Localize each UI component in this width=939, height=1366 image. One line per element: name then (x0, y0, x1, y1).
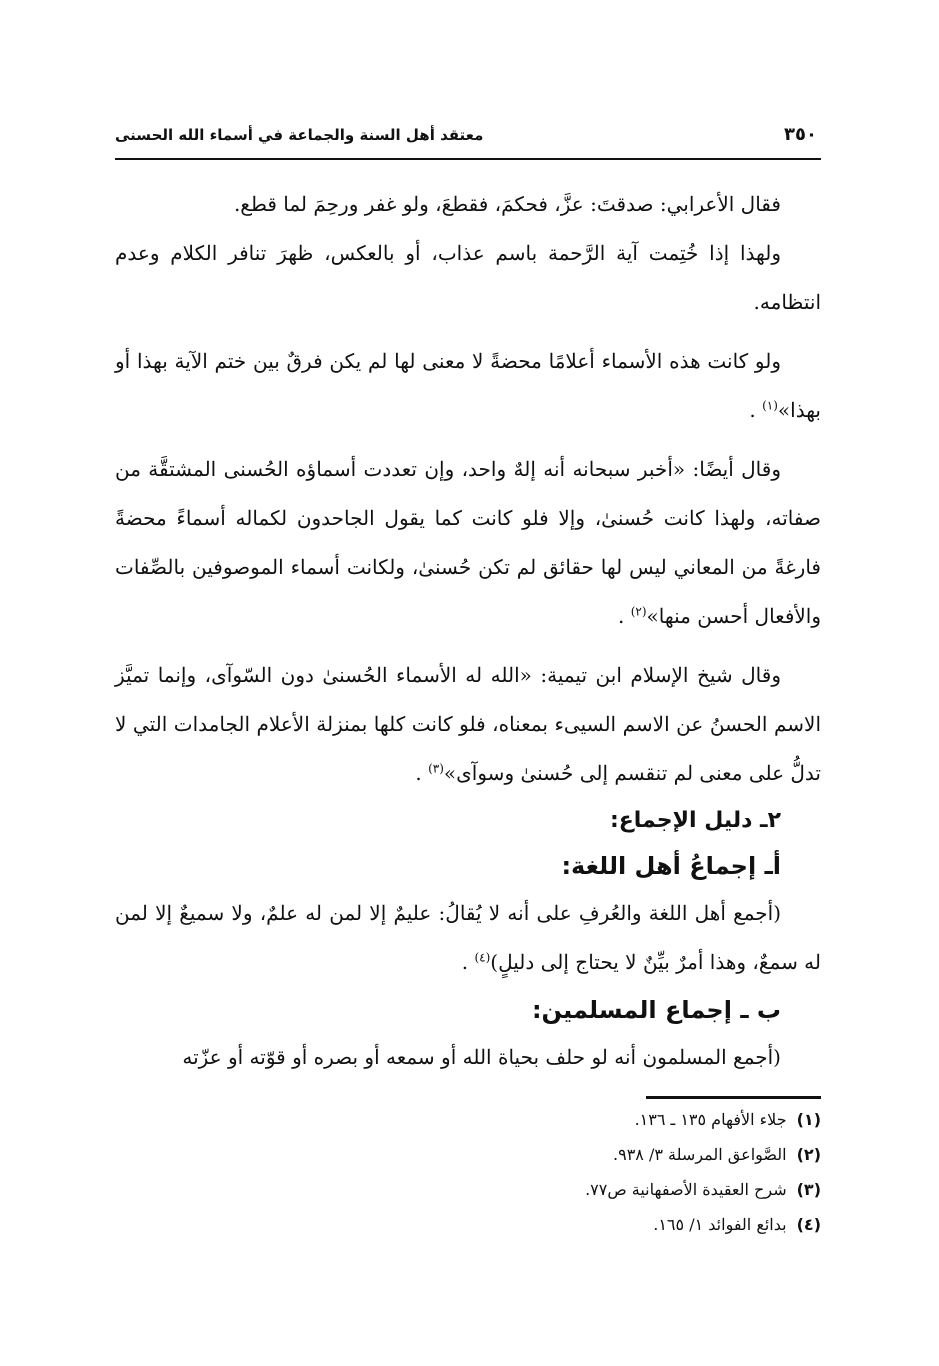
footnote-number: (٤) (796, 1215, 821, 1234)
footnote-text: شرح العقيدة الأصفهانية ص٧٧. (585, 1180, 787, 1199)
paragraph-2: ولهذا إذا خُتِمت آية الرَّحمة باسم عذاب، أو بالعكس، ظهرَ تنافر الكلام وعدم انتظامه. (115, 241, 821, 314)
paragraph-3 (115, 337, 821, 435)
heading-consensus-evidence: ٢ـ دليل الإجماع: (609, 808, 781, 833)
footnote-ref-3[interactable]: (٣) (428, 761, 444, 776)
footnote-divider (646, 1096, 821, 1099)
footnote-ref-1[interactable]: (١) (762, 398, 778, 413)
running-title: معتقد أهل السنة والجماعة في أسماء الله الحسنى (115, 126, 484, 144)
paragraph-4 (115, 445, 821, 641)
footnote-1 (115, 1102, 821, 1137)
paragraph-3-end: . (749, 398, 756, 422)
paragraph-4-end: . (618, 604, 625, 628)
main-text (115, 180, 821, 1082)
footnotes-list (115, 1102, 821, 1242)
paragraph-5-end: . (415, 761, 422, 785)
paragraph-5-text: وقال شيخ الإسلام ابن تيمية: «الله له الأسماء الحُسنىٰ دون السّوآى، وإنما تميَّز الاسم الحسنُ عن الاسم السيىء بمعناه، فلو كانت كلها بمنزلة الأعلام الجامدات التي لا تدلُّ على معنى لم تنقسم إلى حُسنىٰ وسوآى» (115, 663, 821, 785)
page-number: ٣٥٠ (784, 124, 817, 145)
footnote-number: (٣) (796, 1180, 821, 1199)
paragraph-3-text: ولو كانت هذه الأسماء أعلامًا محضةً لا معنى لها لم يكن فرقٌ بين ختم الآية بهذا أو بهذا» (115, 349, 821, 422)
footnote-text: جلاء الأفهام ١٣٥ ـ ١٣٦. (634, 1110, 787, 1129)
footnote-number: (٢) (796, 1145, 821, 1164)
footnote-text: الصَّواعق المرسلة ٣/ ٩٣٨. (613, 1145, 787, 1164)
paragraph-6 (115, 889, 821, 987)
paragraph-6-end: . (461, 950, 469, 974)
footnote-ref-2[interactable]: (٢) (630, 604, 647, 619)
footnote-ref-4[interactable]: (٤) (474, 950, 491, 965)
footnote-number: (١) (796, 1110, 821, 1129)
paragraph-1: فقال الأعرابي: صدقتَ: عزَّ، فحكمَ، فقطعَ، ولو غفر ورحِمَ لما قطع. (233, 192, 781, 216)
paragraph-7: (أجمع المسلمون أنه لو حلف بحياة الله أو سمعه أو بصره أو قوّته أو عزّته (182, 1045, 781, 1069)
heading-muslims-consensus: ب ـ إجماع المسلمين: (531, 996, 781, 1024)
footnote-3 (115, 1172, 821, 1207)
footnote-4 (115, 1207, 821, 1242)
footnote-2 (115, 1137, 821, 1172)
running-header (115, 122, 821, 160)
heading-linguists-consensus: أـ إجماعُ أهل اللغة: (561, 852, 781, 880)
paragraph-6-text: (أجمع أهل اللغة والعُرفِ على أنه لا يُقالُ: عليمٌ إلا لمن له علمٌ، ولا سميعٌ إلا لمن له سمعٌ، وهذا أمرٌ بيِّنٌ لا يحتاج إلى دليلٍ) (115, 901, 821, 974)
paragraph-5 (115, 651, 821, 798)
footnote-text: بدائع الفوائد ١/ ١٦٥. (653, 1215, 787, 1234)
paragraph-4-text: وقال أيضًا: «أخبر سبحانه أنه إلهٌ واحد، وإن تعددت أسماؤه الحُسنى المشتقَّة من صفاته، ولهذا كانت حُسنىٰ، وإلا فلو كانت كما يقول الجاحدون لكماله أسماءً محضةً فارغةً من المعاني ليس لها حقائق لم تكن حُسنىٰ، ولكانت أسماء الموصوفين بالصِّفات والأفعال أحسن منها» (115, 457, 821, 628)
